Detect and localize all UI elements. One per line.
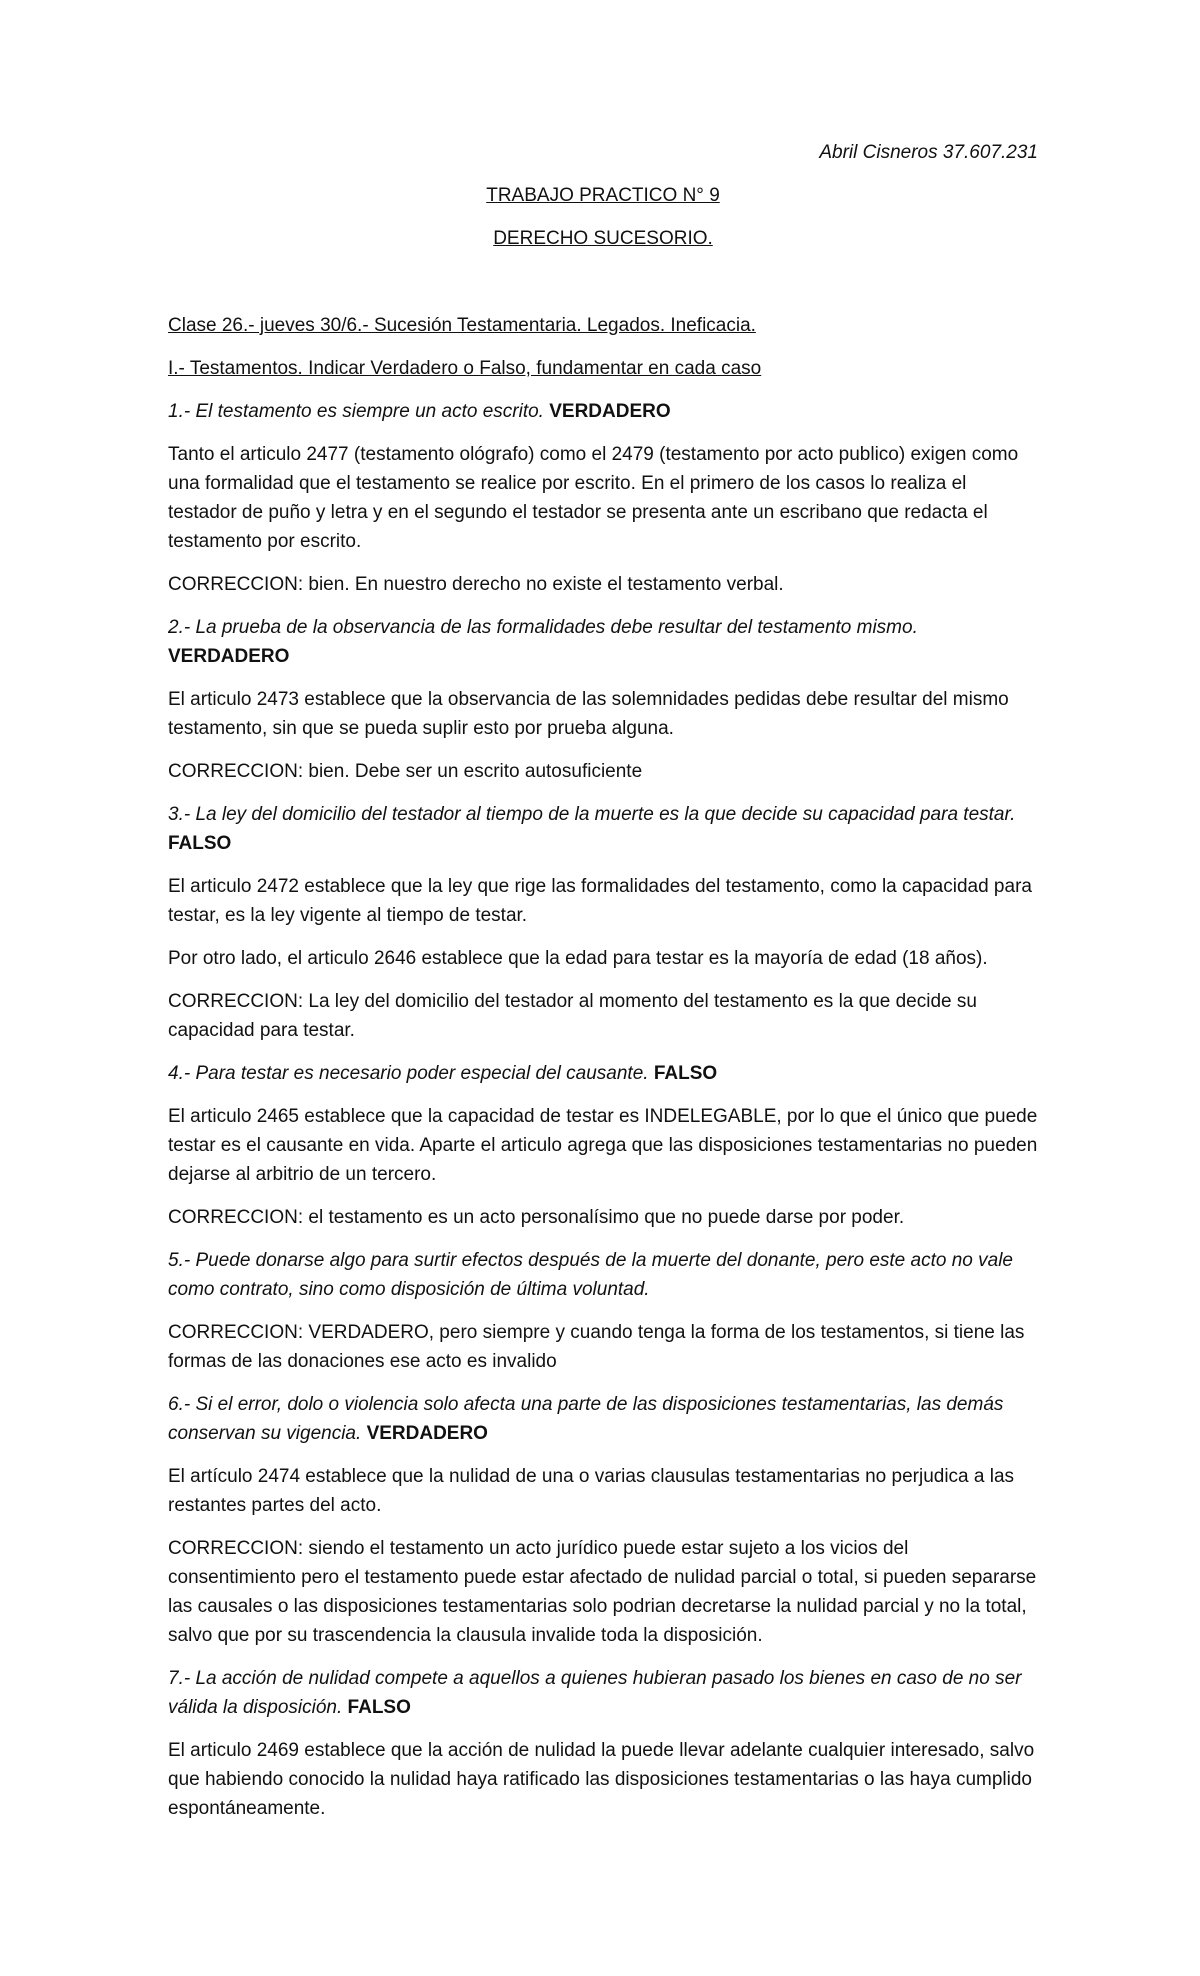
correction-2: CORRECCION: bien. Debe ser un escrito autosuficiente	[168, 761, 643, 782]
question-7-answer: FALSO	[347, 1697, 411, 1718]
question-1-text: 1.- El testamento es siempre un acto escrito.	[168, 401, 544, 422]
correction-4: CORRECCION: el testamento es un acto personalísimo que no puede darse por poder.	[168, 1207, 905, 1228]
section-heading: I.- Testamentos. Indicar Verdadero o Falso, fundamentar en cada caso	[168, 358, 762, 379]
question-3	[168, 800, 1038, 858]
class-heading: Clase 26.- jueves 30/6.- Sucesión Testamentaria. Legados. Ineficacia.	[168, 315, 756, 336]
question-2-text: 2.- La prueba de la observancia de las formalidades debe resultar del testamento mismo.	[168, 617, 918, 638]
explanation-3b: Por otro lado, el articulo 2646 establece que la edad para testar es la mayoría de edad (18 años).	[168, 948, 988, 969]
explanation-3: El articulo 2472 establece que la ley que rige las formalidades del testamento, como la capacidad para testar, es la ley vigente al tiempo de testar.	[168, 876, 1032, 926]
explanation-6: El artículo 2474 establece que la nulidad de una o varias clausulas testamentarias no perjudica a las restantes partes del acto.	[168, 1466, 1015, 1516]
question-7	[168, 1664, 1038, 1722]
correction-5: CORRECCION: VERDADERO, pero siempre y cuando tenga la forma de los testamentos, si tiene las formas de las donaciones ese acto es invalido	[168, 1322, 1025, 1372]
question-1-answer: VERDADERO	[549, 401, 671, 422]
question-4-text: 4.- Para testar es necesario poder especial del causante.	[168, 1063, 649, 1084]
explanation-4: El articulo 2465 establece que la capacidad de testar es INDELEGABLE, por lo que el único que puede testar es el causante en vida. Aparte el articulo agrega que las disposiciones testamentarias no pueden dejarse al arbitrio de un tercero.	[168, 1106, 1038, 1185]
explanation-7: El articulo 2469 establece que la acción de nulidad la puede llevar adelante cualquier interesado, salvo que habiendo conocido la nulidad haya ratificado las disposiciones testamentarias o las haya cumplido espontáneamente.	[168, 1740, 1035, 1819]
question-4	[168, 1059, 1038, 1088]
correction-1: CORRECCION: bien. En nuestro derecho no existe el testamento verbal.	[168, 574, 784, 595]
document-body	[168, 138, 1038, 1837]
correction-3: CORRECCION: La ley del domicilio del testador al momento del testamento es la que decide su capacidad para testar.	[168, 991, 977, 1041]
author-line: Abril Cisneros 37.607.231	[819, 142, 1038, 163]
question-6-text: 6.- Si el error, dolo o violencia solo afecta una parte de las disposiciones testamentarias, las demás conservan su vigencia.	[168, 1394, 1004, 1444]
question-4-answer: FALSO	[653, 1063, 718, 1084]
question-7-text: 7.- La acción de nulidad compete a aquellos a quienes hubieran pasado los bienes en caso de no ser válida la disposición.	[168, 1668, 1022, 1718]
document-title: TRABAJO PRACTICO N° 9	[486, 185, 720, 206]
question-5	[168, 1246, 1038, 1304]
question-2	[168, 613, 1038, 671]
explanation-2: El articulo 2473 establece que la observancia de las solemnidades pedidas debe resultar del mismo testamento, sin que se pueda suplir esto por prueba alguna.	[168, 689, 1009, 739]
correction-6: CORRECCION: siendo el testamento un acto jurídico puede estar sujeto a los vicios del consentimiento pero el testamento puede estar afectado de nulidad parcial o total, si pueden separarse las causales o las disposiciones testamentarias solo podrian decretarse la nulidad parcial y no la total, salvo que por su trascendencia la clausula invalide toda la disposición.	[168, 1538, 1037, 1646]
question-5-text: 5.- Puede donarse algo para surtir efectos después de la muerte del donante, pero este acto no vale como contrato, sino como disposición de última voluntad.	[168, 1250, 1013, 1300]
question-6	[168, 1390, 1038, 1448]
question-6-answer: VERDADERO	[366, 1423, 488, 1444]
question-3-text: 3.- La ley del domicilio del testador al tiempo de la muerte es la que decide su capacidad para testar.	[168, 804, 1016, 825]
question-1	[168, 397, 1038, 426]
question-3-answer: FALSO	[168, 833, 232, 854]
document-subtitle: DERECHO SUCESORIO.	[493, 228, 713, 249]
explanation-1: Tanto el articulo 2477 (testamento ológrafo) como el 2479 (testamento por acto publico) exigen como una formalidad que el testamento se realice por escrito. En el primero de los casos lo realiza el testador de puño y letra y en el segundo el testador se presenta ante un escribano que redacta el testamento por escrito.	[168, 444, 1019, 552]
question-2-answer: VERDADERO	[168, 646, 290, 667]
